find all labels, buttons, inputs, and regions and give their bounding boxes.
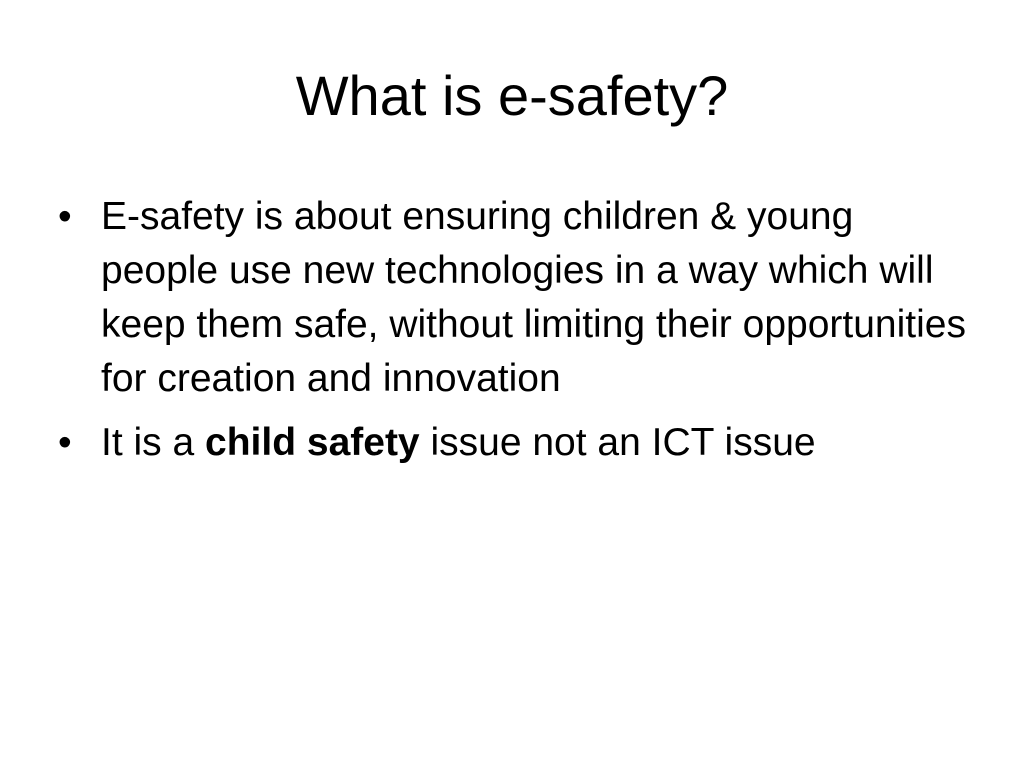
bullet-icon: • (58, 195, 72, 238)
bullet-item-definition (58, 190, 968, 406)
bullet-text-prefix: It is a (101, 421, 206, 464)
bullet-text: E-safety is about ensuring children & young people use new technologies in a way which will keep them safe, without limiting their opportunities for creation and innovation (101, 195, 966, 400)
slide-title: What is e-safety? (295, 64, 729, 127)
bullet-text-emphasis: child safety (205, 421, 420, 464)
bullet-item-child-safety (58, 416, 968, 470)
bullet-icon: • (58, 421, 72, 464)
bullet-text-suffix: issue not an ICT issue (419, 421, 816, 464)
bullet-list (58, 190, 968, 480)
